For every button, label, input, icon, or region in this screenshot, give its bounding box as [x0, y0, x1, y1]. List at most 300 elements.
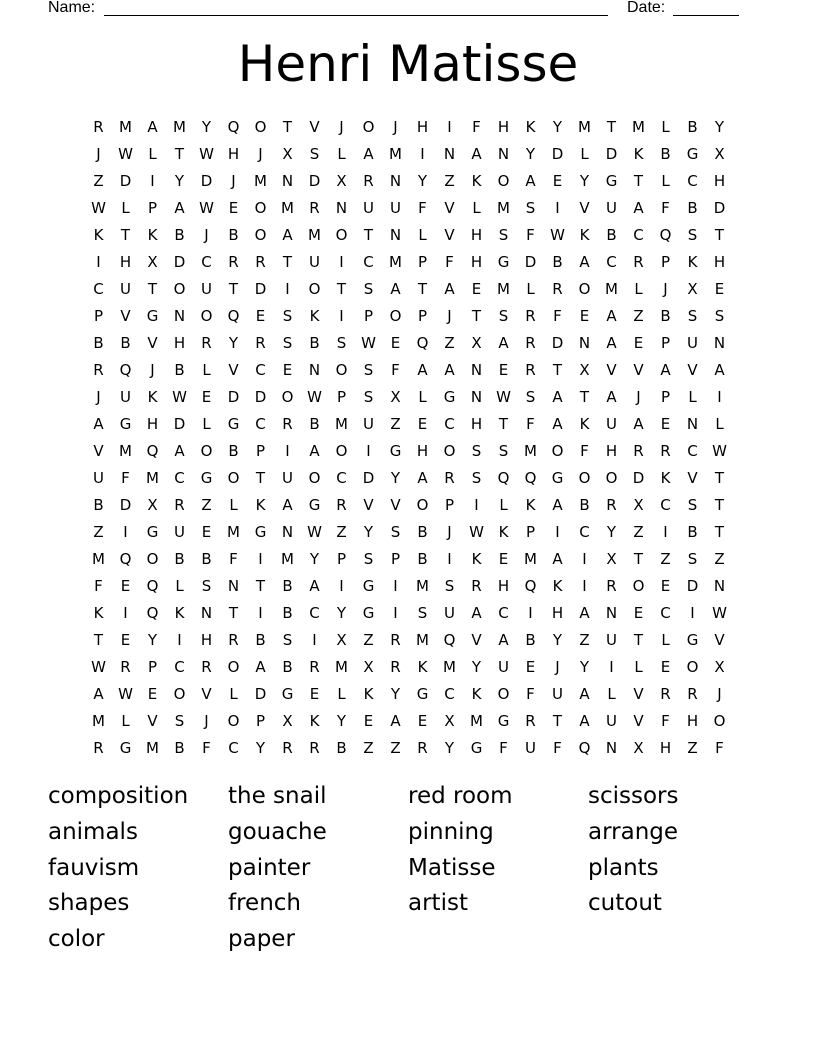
grid-cell[interactable]: Y [606, 523, 617, 541]
grid-cell[interactable]: C [498, 604, 509, 622]
grid-cell[interactable]: B [174, 361, 185, 379]
grid-cell[interactable]: H [173, 334, 186, 352]
grid-cell[interactable]: A [552, 550, 563, 568]
grid-cell[interactable]: X [633, 496, 644, 514]
grid-cell[interactable]: U [93, 469, 104, 487]
grid-cell[interactable]: V [633, 361, 644, 379]
grid-cell[interactable]: U [552, 685, 563, 703]
grid-cell[interactable]: Q [146, 577, 159, 595]
grid-cell[interactable]: M [389, 253, 402, 271]
grid-cell[interactable]: C [228, 739, 239, 757]
grid-cell[interactable]: K [147, 226, 158, 244]
grid-cell[interactable]: O [686, 658, 699, 676]
grid-cell[interactable]: A [714, 361, 725, 379]
grid-cell[interactable]: L [661, 172, 670, 190]
grid-cell[interactable]: I [474, 496, 479, 514]
grid-cell[interactable]: Z [201, 496, 212, 514]
grid-cell[interactable]: T [633, 631, 644, 649]
grid-cell[interactable]: K [471, 550, 482, 568]
grid-cell[interactable]: U [390, 199, 401, 217]
grid-cell[interactable]: L [229, 685, 238, 703]
grid-cell[interactable]: B [687, 118, 698, 136]
grid-cell[interactable]: L [607, 685, 616, 703]
grid-cell[interactable]: G [686, 145, 699, 163]
grid-cell[interactable]: Y [174, 172, 185, 190]
grid-cell[interactable]: G [497, 712, 510, 730]
grid-cell[interactable]: S [687, 496, 698, 514]
grid-cell[interactable]: B [174, 739, 185, 757]
grid-cell[interactable]: B [336, 739, 347, 757]
grid-cell[interactable]: W [91, 658, 106, 676]
grid-cell[interactable]: R [525, 334, 536, 352]
grid-cell[interactable]: L [472, 199, 481, 217]
grid-cell[interactable]: U [363, 199, 374, 217]
grid-cell[interactable]: K [525, 496, 536, 514]
grid-cell[interactable]: F [661, 712, 670, 730]
grid-cell[interactable]: H [659, 739, 672, 757]
grid-cell[interactable]: P [525, 523, 536, 541]
grid-cell[interactable]: K [363, 685, 374, 703]
grid-cell[interactable]: Q [227, 118, 240, 136]
grid-cell[interactable]: U [309, 253, 320, 271]
grid-cell[interactable]: Y [363, 523, 374, 541]
grid-cell[interactable]: J [96, 388, 101, 406]
grid-cell[interactable]: A [444, 361, 455, 379]
grid-cell[interactable]: K [552, 577, 563, 595]
grid-cell[interactable]: X [282, 145, 293, 163]
grid-cell[interactable]: G [497, 253, 510, 271]
grid-cell[interactable]: N [443, 145, 456, 163]
grid-cell[interactable]: I [555, 199, 560, 217]
grid-cell[interactable]: N [605, 739, 618, 757]
grid-cell[interactable]: P [417, 307, 428, 325]
grid-cell[interactable]: W [307, 388, 322, 406]
grid-cell[interactable]: R [336, 496, 347, 514]
grid-cell[interactable]: T [633, 550, 644, 568]
grid-cell[interactable]: S [363, 361, 374, 379]
grid-cell[interactable]: E [363, 712, 374, 730]
grid-cell[interactable]: E [660, 658, 671, 676]
grid-cell[interactable]: G [200, 469, 213, 487]
grid-cell[interactable]: E [714, 280, 725, 298]
grid-cell[interactable]: U [606, 712, 617, 730]
grid-cell[interactable]: F [391, 361, 400, 379]
grid-cell[interactable]: O [335, 442, 348, 460]
grid-cell[interactable]: H [470, 226, 483, 244]
grid-cell[interactable]: X [336, 172, 347, 190]
grid-cell[interactable]: F [121, 469, 130, 487]
grid-cell[interactable]: I [690, 604, 695, 622]
grid-cell[interactable]: R [606, 577, 617, 595]
grid-cell[interactable]: T [336, 280, 347, 298]
grid-cell[interactable]: C [660, 604, 671, 622]
grid-cell[interactable]: V [633, 712, 644, 730]
grid-cell[interactable]: Y [228, 334, 239, 352]
grid-cell[interactable]: C [444, 415, 455, 433]
grid-cell[interactable]: E [660, 415, 671, 433]
grid-cell[interactable]: G [551, 469, 564, 487]
grid-cell[interactable]: C [255, 361, 266, 379]
grid-cell[interactable]: W [118, 685, 133, 703]
grid-cell[interactable]: A [255, 658, 266, 676]
grid-cell[interactable]: R [471, 577, 482, 595]
grid-cell[interactable]: P [93, 307, 104, 325]
grid-cell[interactable]: H [146, 415, 159, 433]
grid-cell[interactable]: O [281, 388, 294, 406]
grid-cell[interactable]: D [605, 145, 618, 163]
grid-cell[interactable]: L [229, 496, 238, 514]
grid-cell[interactable]: G [146, 307, 159, 325]
grid-cell[interactable]: L [337, 145, 346, 163]
grid-cell[interactable]: R [660, 442, 671, 460]
grid-cell[interactable]: K [579, 415, 590, 433]
grid-cell[interactable]: R [228, 631, 239, 649]
grid-cell[interactable]: T [282, 118, 293, 136]
grid-cell[interactable]: W [91, 199, 106, 217]
grid-cell[interactable]: F [661, 199, 670, 217]
grid-cell[interactable]: B [687, 199, 698, 217]
grid-cell[interactable]: B [228, 226, 239, 244]
grid-cell[interactable]: O [497, 172, 510, 190]
grid-cell[interactable]: I [96, 253, 101, 271]
grid-cell[interactable]: B [687, 523, 698, 541]
grid-cell[interactable]: N [389, 172, 402, 190]
grid-cell[interactable]: C [309, 604, 320, 622]
grid-cell[interactable]: N [200, 604, 213, 622]
grid-cell[interactable]: A [417, 361, 428, 379]
grid-cell[interactable]: H [497, 118, 510, 136]
grid-cell[interactable]: F [526, 226, 535, 244]
grid-cell[interactable]: B [174, 550, 185, 568]
name-field[interactable] [104, 15, 608, 16]
grid-cell[interactable]: H [227, 145, 240, 163]
grid-cell[interactable]: S [687, 307, 698, 325]
grid-cell[interactable]: K [498, 523, 509, 541]
grid-cell[interactable]: I [258, 550, 263, 568]
grid-cell[interactable]: R [255, 253, 266, 271]
grid-cell[interactable]: L [634, 280, 643, 298]
grid-cell[interactable]: A [174, 199, 185, 217]
grid-cell[interactable]: J [204, 226, 209, 244]
grid-cell[interactable]: D [254, 685, 267, 703]
grid-cell[interactable]: K [174, 604, 185, 622]
grid-cell[interactable]: G [227, 415, 240, 433]
grid-cell[interactable]: G [308, 496, 321, 514]
grid-cell[interactable]: O [254, 226, 267, 244]
grid-cell[interactable]: Q [524, 469, 537, 487]
grid-cell[interactable]: L [661, 631, 670, 649]
grid-cell[interactable]: T [471, 307, 482, 325]
grid-cell[interactable]: B [282, 604, 293, 622]
grid-cell[interactable]: J [258, 145, 263, 163]
grid-cell[interactable]: T [606, 118, 617, 136]
grid-cell[interactable]: X [687, 280, 698, 298]
grid-cell[interactable]: L [580, 145, 589, 163]
grid-cell[interactable]: W [469, 523, 484, 541]
grid-cell[interactable]: S [174, 712, 185, 730]
grid-cell[interactable]: O [308, 280, 321, 298]
grid-cell[interactable]: B [660, 145, 671, 163]
grid-cell[interactable]: F [445, 253, 454, 271]
grid-cell[interactable]: G [605, 172, 618, 190]
grid-cell[interactable]: W [712, 442, 727, 460]
grid-cell[interactable]: Y [579, 172, 590, 190]
grid-cell[interactable]: N [281, 172, 294, 190]
grid-cell[interactable]: Y [552, 631, 563, 649]
grid-cell[interactable]: V [714, 631, 725, 649]
grid-cell[interactable]: J [447, 523, 452, 541]
grid-cell[interactable]: K [471, 685, 482, 703]
grid-cell[interactable]: X [147, 253, 158, 271]
grid-cell[interactable]: O [416, 496, 429, 514]
grid-cell[interactable]: T [147, 280, 158, 298]
grid-cell[interactable]: I [582, 577, 587, 595]
grid-cell[interactable]: H [470, 253, 483, 271]
grid-cell[interactable]: S [471, 469, 482, 487]
grid-cell[interactable]: V [201, 685, 212, 703]
grid-cell[interactable]: L [418, 226, 427, 244]
grid-cell[interactable]: Z [390, 739, 401, 757]
grid-cell[interactable]: S [498, 442, 509, 460]
grid-cell[interactable]: E [633, 604, 644, 622]
grid-cell[interactable]: O [605, 469, 618, 487]
grid-cell[interactable]: N [578, 334, 591, 352]
grid-cell[interactable]: R [525, 361, 536, 379]
grid-cell[interactable]: V [309, 118, 320, 136]
grid-cell[interactable]: N [173, 307, 186, 325]
grid-cell[interactable]: G [362, 577, 375, 595]
grid-cell[interactable]: A [552, 496, 563, 514]
grid-cell[interactable]: V [363, 496, 374, 514]
grid-cell[interactable]: S [714, 307, 725, 325]
grid-cell[interactable]: Z [390, 415, 401, 433]
grid-cell[interactable]: N [470, 361, 483, 379]
grid-cell[interactable]: J [663, 280, 668, 298]
grid-cell[interactable]: Q [146, 604, 159, 622]
grid-cell[interactable]: K [579, 226, 590, 244]
grid-cell[interactable]: H [416, 118, 429, 136]
grid-cell[interactable]: E [498, 361, 509, 379]
grid-cell[interactable]: Y [336, 712, 347, 730]
grid-cell[interactable]: M [146, 739, 159, 757]
grid-cell[interactable]: U [363, 415, 374, 433]
grid-cell[interactable]: D [713, 199, 726, 217]
grid-cell[interactable]: M [281, 199, 294, 217]
grid-cell[interactable]: R [255, 334, 266, 352]
grid-cell[interactable]: P [660, 388, 671, 406]
grid-cell[interactable]: X [471, 334, 482, 352]
grid-cell[interactable]: R [282, 739, 293, 757]
grid-cell[interactable]: B [606, 226, 617, 244]
grid-cell[interactable]: Y [390, 469, 401, 487]
grid-cell[interactable]: A [390, 280, 401, 298]
grid-cell[interactable]: E [282, 361, 293, 379]
grid-cell[interactable]: M [524, 550, 537, 568]
grid-cell[interactable]: C [174, 658, 185, 676]
grid-cell[interactable]: M [227, 523, 240, 541]
grid-cell[interactable]: Z [336, 523, 347, 541]
grid-cell[interactable]: L [148, 145, 157, 163]
grid-cell[interactable]: N [227, 577, 240, 595]
grid-cell[interactable]: G [281, 685, 294, 703]
grid-cell[interactable]: A [93, 415, 104, 433]
grid-cell[interactable]: A [552, 415, 563, 433]
grid-cell[interactable]: Z [633, 307, 644, 325]
grid-cell[interactable]: B [579, 496, 590, 514]
grid-cell[interactable]: X [336, 631, 347, 649]
grid-cell[interactable]: M [497, 280, 510, 298]
grid-cell[interactable]: E [201, 388, 212, 406]
grid-cell[interactable]: D [254, 388, 267, 406]
grid-cell[interactable]: T [255, 469, 266, 487]
grid-cell[interactable]: O [389, 307, 402, 325]
grid-cell[interactable]: E [498, 550, 509, 568]
grid-cell[interactable]: P [660, 253, 671, 271]
grid-cell[interactable]: D [119, 172, 132, 190]
grid-cell[interactable]: V [147, 334, 158, 352]
grid-cell[interactable]: D [551, 334, 564, 352]
grid-cell[interactable]: D [119, 496, 132, 514]
grid-cell[interactable]: Y [579, 658, 590, 676]
grid-cell[interactable]: I [366, 442, 371, 460]
grid-cell[interactable]: A [282, 496, 293, 514]
grid-cell[interactable]: N [713, 334, 726, 352]
grid-cell[interactable]: V [120, 307, 131, 325]
grid-cell[interactable]: I [447, 550, 452, 568]
grid-cell[interactable]: E [120, 631, 131, 649]
grid-cell[interactable]: U [525, 739, 536, 757]
grid-cell[interactable]: W [712, 604, 727, 622]
grid-cell[interactable]: O [335, 361, 348, 379]
grid-cell[interactable]: Z [687, 739, 698, 757]
grid-cell[interactable]: C [174, 469, 185, 487]
grid-cell[interactable]: T [498, 415, 509, 433]
grid-cell[interactable]: A [579, 685, 590, 703]
grid-cell[interactable]: R [201, 334, 212, 352]
date-field[interactable] [673, 15, 739, 16]
grid-cell[interactable]: H [470, 415, 483, 433]
grid-cell[interactable]: M [524, 442, 537, 460]
grid-cell[interactable]: I [582, 550, 587, 568]
grid-cell[interactable]: Y [309, 550, 320, 568]
grid-cell[interactable]: J [339, 118, 344, 136]
grid-cell[interactable]: R [93, 118, 104, 136]
grid-cell[interactable]: Z [93, 172, 104, 190]
grid-cell[interactable]: B [120, 334, 131, 352]
grid-cell[interactable]: S [471, 442, 482, 460]
grid-cell[interactable]: D [308, 172, 321, 190]
grid-cell[interactable]: D [227, 388, 240, 406]
grid-cell[interactable]: R [309, 199, 320, 217]
grid-cell[interactable]: W [118, 145, 133, 163]
grid-cell[interactable]: M [443, 658, 456, 676]
grid-cell[interactable]: O [227, 658, 240, 676]
grid-cell[interactable]: T [552, 712, 563, 730]
grid-cell[interactable]: A [498, 631, 509, 649]
grid-cell[interactable]: Z [363, 631, 374, 649]
grid-cell[interactable]: I [663, 523, 668, 541]
grid-cell[interactable]: L [499, 496, 508, 514]
grid-cell[interactable]: Q [659, 226, 672, 244]
grid-cell[interactable]: R [417, 739, 428, 757]
grid-cell[interactable]: K [660, 469, 671, 487]
grid-cell[interactable]: R [228, 253, 239, 271]
grid-cell[interactable]: D [524, 253, 537, 271]
grid-cell[interactable]: V [93, 442, 104, 460]
grid-cell[interactable]: W [307, 523, 322, 541]
grid-cell[interactable]: I [150, 172, 155, 190]
grid-cell[interactable]: C [633, 226, 644, 244]
grid-cell[interactable]: A [579, 604, 590, 622]
grid-cell[interactable]: O [578, 280, 591, 298]
grid-cell[interactable]: G [443, 388, 456, 406]
grid-cell[interactable]: T [174, 145, 185, 163]
grid-cell[interactable]: J [447, 307, 452, 325]
grid-cell[interactable]: K [93, 604, 104, 622]
grid-cell[interactable]: R [660, 685, 671, 703]
grid-cell[interactable]: E [579, 307, 590, 325]
grid-cell[interactable]: A [444, 280, 455, 298]
grid-cell[interactable]: L [121, 712, 130, 730]
grid-cell[interactable]: S [282, 334, 293, 352]
grid-cell[interactable]: S [444, 577, 455, 595]
grid-cell[interactable]: J [555, 658, 560, 676]
grid-cell[interactable]: Z [660, 550, 671, 568]
grid-cell[interactable]: Z [444, 172, 455, 190]
grid-cell[interactable]: R [687, 685, 698, 703]
grid-cell[interactable]: T [120, 226, 131, 244]
grid-cell[interactable]: X [714, 145, 725, 163]
grid-cell[interactable]: E [471, 280, 482, 298]
grid-cell[interactable]: M [254, 172, 267, 190]
grid-cell[interactable]: I [528, 604, 533, 622]
grid-cell[interactable]: G [146, 523, 159, 541]
grid-cell[interactable]: A [579, 253, 590, 271]
grid-cell[interactable]: S [525, 199, 536, 217]
grid-cell[interactable]: I [555, 523, 560, 541]
grid-cell[interactable]: T [714, 226, 725, 244]
grid-cell[interactable]: C [336, 469, 347, 487]
grid-cell[interactable]: J [717, 685, 722, 703]
grid-cell[interactable]: J [231, 172, 236, 190]
grid-cell[interactable]: Y [714, 118, 725, 136]
grid-cell[interactable]: L [202, 415, 211, 433]
grid-cell[interactable]: I [339, 253, 344, 271]
grid-cell[interactable]: F [526, 415, 535, 433]
grid-cell[interactable]: O [551, 442, 564, 460]
grid-cell[interactable]: D [551, 145, 564, 163]
grid-cell[interactable]: C [363, 253, 374, 271]
grid-cell[interactable]: R [309, 739, 320, 757]
grid-cell[interactable]: T [93, 631, 104, 649]
grid-cell[interactable]: R [525, 307, 536, 325]
grid-cell[interactable]: M [92, 712, 105, 730]
grid-cell[interactable]: B [552, 253, 563, 271]
grid-cell[interactable]: O [308, 469, 321, 487]
grid-cell[interactable]: U [606, 199, 617, 217]
grid-cell[interactable]: C [201, 253, 212, 271]
grid-cell[interactable]: E [201, 523, 212, 541]
grid-cell[interactable]: N [308, 361, 321, 379]
grid-cell[interactable]: I [393, 604, 398, 622]
grid-cell[interactable]: V [687, 361, 698, 379]
grid-cell[interactable]: H [497, 577, 510, 595]
grid-cell[interactable]: Y [525, 145, 536, 163]
grid-cell[interactable]: W [199, 199, 214, 217]
grid-cell[interactable]: P [417, 253, 428, 271]
grid-cell[interactable]: H [713, 172, 726, 190]
grid-cell[interactable]: T [255, 577, 266, 595]
